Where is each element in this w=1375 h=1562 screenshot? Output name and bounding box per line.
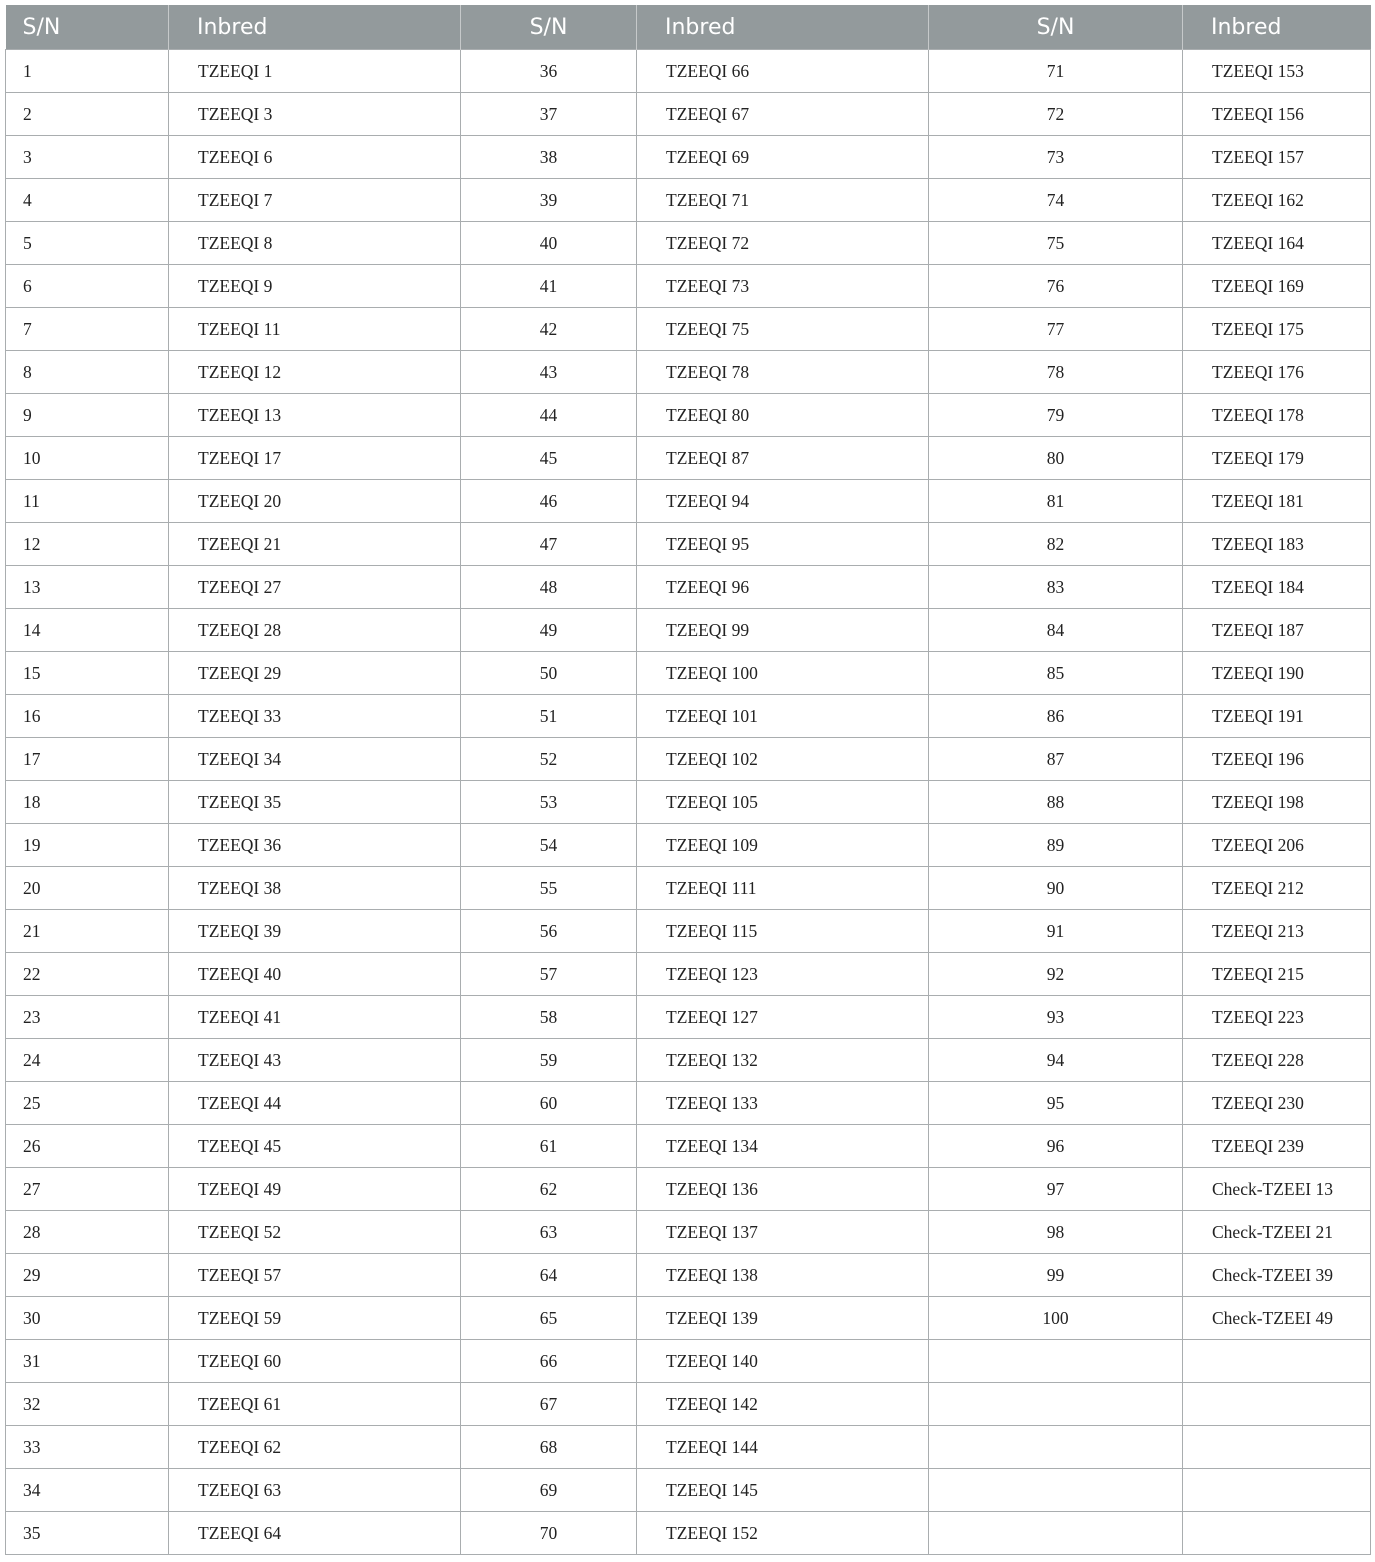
- inbred-cell-2: TZEEQI 94: [637, 480, 929, 523]
- inbred-cell-2: TZEEQI 152: [637, 1512, 929, 1555]
- table-row: [6, 1340, 1371, 1383]
- inbred-cell-1: TZEEQI 11: [169, 308, 461, 351]
- inbred-cell-2: TZEEQI 115: [637, 910, 929, 953]
- sn-cell-2: 49: [461, 609, 637, 652]
- header-inbred-1: Inbred: [169, 5, 461, 50]
- inbred-cell-3: TZEEQI 162: [1183, 179, 1371, 222]
- sn-cell-1: 2: [6, 93, 169, 136]
- inbred-cell-1: TZEEQI 62: [169, 1426, 461, 1469]
- header-inbred-3: Inbred: [1183, 5, 1371, 50]
- inbred-cell-3: TZEEQI 179: [1183, 437, 1371, 480]
- sn-cell-2: 47: [461, 523, 637, 566]
- sn-cell-2: 61: [461, 1125, 637, 1168]
- sn-cell-2: 55: [461, 867, 637, 910]
- table-row: [6, 1039, 1371, 1082]
- table-row: [6, 1512, 1371, 1555]
- inbred-cell-1: TZEEQI 63: [169, 1469, 461, 1512]
- inbred-cell-2: TZEEQI 69: [637, 136, 929, 179]
- header-row: [6, 5, 1371, 50]
- sn-cell-2: 59: [461, 1039, 637, 1082]
- inbred-cell-2: TZEEQI 140: [637, 1340, 929, 1383]
- sn-cell-3: 74: [929, 179, 1183, 222]
- table-row: [6, 222, 1371, 265]
- sn-cell-3: [929, 1469, 1183, 1512]
- sn-cell-1: 24: [6, 1039, 169, 1082]
- table-header: [6, 5, 1371, 50]
- sn-cell-1: 28: [6, 1211, 169, 1254]
- inbred-cell-3: TZEEQI 230: [1183, 1082, 1371, 1125]
- inbred-cell-3: TZEEQI 153: [1183, 50, 1371, 93]
- sn-cell-2: 45: [461, 437, 637, 480]
- inbred-cell-3: TZEEQI 175: [1183, 308, 1371, 351]
- sn-cell-1: 33: [6, 1426, 169, 1469]
- inbred-cell-1: TZEEQI 59: [169, 1297, 461, 1340]
- table-row: [6, 50, 1371, 93]
- header-sn-2: S/N: [461, 5, 637, 50]
- inbred-cell-3: TZEEQI 198: [1183, 781, 1371, 824]
- inbred-cell-2: TZEEQI 72: [637, 222, 929, 265]
- inbred-cell-3: TZEEQI 213: [1183, 910, 1371, 953]
- sn-cell-2: 57: [461, 953, 637, 996]
- inbred-cell-3: TZEEQI 176: [1183, 351, 1371, 394]
- sn-cell-2: 44: [461, 394, 637, 437]
- sn-cell-2: 64: [461, 1254, 637, 1297]
- inbred-cell-2: TZEEQI 75: [637, 308, 929, 351]
- inbred-cell-2: TZEEQI 109: [637, 824, 929, 867]
- sn-cell-2: 40: [461, 222, 637, 265]
- sn-cell-3: 79: [929, 394, 1183, 437]
- table-row: [6, 1254, 1371, 1297]
- inbred-cell-3: TZEEQI 156: [1183, 93, 1371, 136]
- sn-cell-2: 37: [461, 93, 637, 136]
- sn-cell-3: 83: [929, 566, 1183, 609]
- inbred-cell-3: Check-TZEEI 49: [1183, 1297, 1371, 1340]
- sn-cell-1: 15: [6, 652, 169, 695]
- inbred-cell-1: TZEEQI 27: [169, 566, 461, 609]
- sn-cell-1: 8: [6, 351, 169, 394]
- inbred-cell-3: Check-TZEEI 21: [1183, 1211, 1371, 1254]
- inbred-cell-1: TZEEQI 1: [169, 50, 461, 93]
- inbred-cell-1: TZEEQI 61: [169, 1383, 461, 1426]
- inbred-cell-1: TZEEQI 34: [169, 738, 461, 781]
- inbred-cell-1: TZEEQI 38: [169, 867, 461, 910]
- sn-cell-1: 6: [6, 265, 169, 308]
- table-row: [6, 437, 1371, 480]
- table-row: [6, 652, 1371, 695]
- sn-cell-3: 85: [929, 652, 1183, 695]
- table-row: [6, 1211, 1371, 1254]
- sn-cell-1: 10: [6, 437, 169, 480]
- header-inbred-2: Inbred: [637, 5, 929, 50]
- inbred-cell-2: TZEEQI 99: [637, 609, 929, 652]
- sn-cell-2: 53: [461, 781, 637, 824]
- inbred-cell-2: TZEEQI 101: [637, 695, 929, 738]
- sn-cell-3: 90: [929, 867, 1183, 910]
- inbred-cell-1: TZEEQI 43: [169, 1039, 461, 1082]
- header-sn-3: S/N: [929, 5, 1183, 50]
- table-row: [6, 566, 1371, 609]
- inbred-cell-1: TZEEQI 45: [169, 1125, 461, 1168]
- inbred-cell-1: TZEEQI 41: [169, 996, 461, 1039]
- sn-cell-3: 99: [929, 1254, 1183, 1297]
- sn-cell-3: 78: [929, 351, 1183, 394]
- sn-cell-2: 52: [461, 738, 637, 781]
- table-row: [6, 996, 1371, 1039]
- sn-cell-2: 39: [461, 179, 637, 222]
- inbred-cell-1: TZEEQI 21: [169, 523, 461, 566]
- inbred-cell-3: TZEEQI 223: [1183, 996, 1371, 1039]
- inbred-cell-2: TZEEQI 111: [637, 867, 929, 910]
- sn-cell-3: 95: [929, 1082, 1183, 1125]
- sn-cell-2: 69: [461, 1469, 637, 1512]
- inbred-cell-3: TZEEQI 164: [1183, 222, 1371, 265]
- sn-cell-3: [929, 1426, 1183, 1469]
- sn-cell-3: 80: [929, 437, 1183, 480]
- inbred-cell-2: TZEEQI 87: [637, 437, 929, 480]
- sn-cell-1: 30: [6, 1297, 169, 1340]
- sn-cell-2: 42: [461, 308, 637, 351]
- inbred-cell-3: TZEEQI 239: [1183, 1125, 1371, 1168]
- inbred-cell-2: TZEEQI 123: [637, 953, 929, 996]
- sn-cell-2: 50: [461, 652, 637, 695]
- sn-cell-3: 87: [929, 738, 1183, 781]
- table-row: [6, 523, 1371, 566]
- inbred-cell-1: TZEEQI 17: [169, 437, 461, 480]
- table-row: [6, 265, 1371, 308]
- sn-cell-2: 60: [461, 1082, 637, 1125]
- inbred-cell-1: TZEEQI 64: [169, 1512, 461, 1555]
- inbred-cell-3: TZEEQI 206: [1183, 824, 1371, 867]
- inbred-cell-2: TZEEQI 67: [637, 93, 929, 136]
- inbred-cell-2: TZEEQI 71: [637, 179, 929, 222]
- table-row: [6, 695, 1371, 738]
- sn-cell-1: 34: [6, 1469, 169, 1512]
- inbred-cell-1: TZEEQI 8: [169, 222, 461, 265]
- table-row: [6, 136, 1371, 179]
- table-row: [6, 910, 1371, 953]
- inbred-cell-2: TZEEQI 73: [637, 265, 929, 308]
- sn-cell-1: 29: [6, 1254, 169, 1297]
- inbred-cell-3: TZEEQI 181: [1183, 480, 1371, 523]
- inbred-cell-3: Check-TZEEI 39: [1183, 1254, 1371, 1297]
- table-row: [6, 1426, 1371, 1469]
- inbred-cell-3: TZEEQI 196: [1183, 738, 1371, 781]
- sn-cell-1: 11: [6, 480, 169, 523]
- sn-cell-1: 17: [6, 738, 169, 781]
- table-row: [6, 1125, 1371, 1168]
- sn-cell-2: 68: [461, 1426, 637, 1469]
- inbred-table: [5, 5, 1371, 1555]
- inbred-cell-2: TZEEQI 137: [637, 1211, 929, 1254]
- sn-cell-1: 19: [6, 824, 169, 867]
- inbred-cell-3: TZEEQI 228: [1183, 1039, 1371, 1082]
- inbred-cell-3: [1183, 1469, 1371, 1512]
- table-row: [6, 1297, 1371, 1340]
- inbred-cell-2: TZEEQI 127: [637, 996, 929, 1039]
- table-row: [6, 953, 1371, 996]
- inbred-cell-2: TZEEQI 144: [637, 1426, 929, 1469]
- inbred-cell-3: TZEEQI 215: [1183, 953, 1371, 996]
- sn-cell-3: 77: [929, 308, 1183, 351]
- inbred-cell-1: TZEEQI 7: [169, 179, 461, 222]
- sn-cell-2: 65: [461, 1297, 637, 1340]
- inbred-cell-1: TZEEQI 40: [169, 953, 461, 996]
- inbred-cell-1: TZEEQI 52: [169, 1211, 461, 1254]
- sn-cell-3: 75: [929, 222, 1183, 265]
- table-row: [6, 824, 1371, 867]
- inbred-cell-3: TZEEQI 157: [1183, 136, 1371, 179]
- inbred-cell-3: TZEEQI 178: [1183, 394, 1371, 437]
- sn-cell-1: 4: [6, 179, 169, 222]
- inbred-cell-1: TZEEQI 35: [169, 781, 461, 824]
- sn-cell-2: 43: [461, 351, 637, 394]
- inbred-cell-3: TZEEQI 191: [1183, 695, 1371, 738]
- sn-cell-2: 46: [461, 480, 637, 523]
- sn-cell-3: 86: [929, 695, 1183, 738]
- inbred-cell-1: TZEEQI 6: [169, 136, 461, 179]
- inbred-cell-1: TZEEQI 20: [169, 480, 461, 523]
- sn-cell-2: 56: [461, 910, 637, 953]
- inbred-cell-2: TZEEQI 102: [637, 738, 929, 781]
- table-row: [6, 609, 1371, 652]
- inbred-cell-1: TZEEQI 12: [169, 351, 461, 394]
- sn-cell-3: [929, 1340, 1183, 1383]
- inbred-cell-2: TZEEQI 105: [637, 781, 929, 824]
- inbred-cell-3: [1183, 1383, 1371, 1426]
- inbred-cell-2: TZEEQI 78: [637, 351, 929, 394]
- table-row: [6, 867, 1371, 910]
- inbred-cell-1: TZEEQI 3: [169, 93, 461, 136]
- inbred-cell-1: TZEEQI 60: [169, 1340, 461, 1383]
- sn-cell-3: 84: [929, 609, 1183, 652]
- inbred-cell-2: TZEEQI 66: [637, 50, 929, 93]
- inbred-cell-1: TZEEQI 49: [169, 1168, 461, 1211]
- inbred-cell-3: TZEEQI 190: [1183, 652, 1371, 695]
- sn-cell-2: 70: [461, 1512, 637, 1555]
- sn-cell-1: 9: [6, 394, 169, 437]
- sn-cell-1: 7: [6, 308, 169, 351]
- inbred-cell-2: TZEEQI 136: [637, 1168, 929, 1211]
- inbred-cell-3: [1183, 1426, 1371, 1469]
- sn-cell-1: 12: [6, 523, 169, 566]
- inbred-cell-1: TZEEQI 28: [169, 609, 461, 652]
- inbred-cell-2: TZEEQI 142: [637, 1383, 929, 1426]
- inbred-cell-2: TZEEQI 96: [637, 566, 929, 609]
- table-row: [6, 93, 1371, 136]
- inbred-cell-1: TZEEQI 36: [169, 824, 461, 867]
- inbred-cell-3: TZEEQI 212: [1183, 867, 1371, 910]
- inbred-cell-1: TZEEQI 13: [169, 394, 461, 437]
- sn-cell-3: [929, 1383, 1183, 1426]
- table-row: [6, 308, 1371, 351]
- sn-cell-2: 41: [461, 265, 637, 308]
- sn-cell-3: 97: [929, 1168, 1183, 1211]
- inbred-cell-2: TZEEQI 80: [637, 394, 929, 437]
- sn-cell-2: 51: [461, 695, 637, 738]
- sn-cell-1: 13: [6, 566, 169, 609]
- sn-cell-3: 100: [929, 1297, 1183, 1340]
- inbred-cell-2: TZEEQI 145: [637, 1469, 929, 1512]
- sn-cell-3: 94: [929, 1039, 1183, 1082]
- sn-cell-1: 32: [6, 1383, 169, 1426]
- sn-cell-3: 96: [929, 1125, 1183, 1168]
- inbred-cell-2: TZEEQI 100: [637, 652, 929, 695]
- sn-cell-3: 81: [929, 480, 1183, 523]
- sn-cell-1: 27: [6, 1168, 169, 1211]
- sn-cell-3: 76: [929, 265, 1183, 308]
- inbred-cell-1: TZEEQI 39: [169, 910, 461, 953]
- sn-cell-3: 93: [929, 996, 1183, 1039]
- sn-cell-3: 73: [929, 136, 1183, 179]
- sn-cell-2: 36: [461, 50, 637, 93]
- table-row: [6, 1383, 1371, 1426]
- sn-cell-3: 92: [929, 953, 1183, 996]
- table-row: [6, 179, 1371, 222]
- sn-cell-1: 26: [6, 1125, 169, 1168]
- inbred-cell-2: TZEEQI 133: [637, 1082, 929, 1125]
- sn-cell-3: 71: [929, 50, 1183, 93]
- table-row: [6, 480, 1371, 523]
- inbred-cell-2: TZEEQI 134: [637, 1125, 929, 1168]
- sn-cell-3: 98: [929, 1211, 1183, 1254]
- table-row: [6, 781, 1371, 824]
- sn-cell-2: 38: [461, 136, 637, 179]
- table-row: [6, 1469, 1371, 1512]
- inbred-cell-3: TZEEQI 187: [1183, 609, 1371, 652]
- sn-cell-1: 25: [6, 1082, 169, 1125]
- inbred-cell-1: TZEEQI 33: [169, 695, 461, 738]
- table-row: [6, 738, 1371, 781]
- sn-cell-3: [929, 1512, 1183, 1555]
- sn-cell-1: 1: [6, 50, 169, 93]
- sn-cell-1: 31: [6, 1340, 169, 1383]
- inbred-cell-2: TZEEQI 139: [637, 1297, 929, 1340]
- sn-cell-1: 21: [6, 910, 169, 953]
- inbred-cell-2: TZEEQI 138: [637, 1254, 929, 1297]
- inbred-cell-3: [1183, 1340, 1371, 1383]
- sn-cell-1: 16: [6, 695, 169, 738]
- sn-cell-2: 58: [461, 996, 637, 1039]
- sn-cell-3: 89: [929, 824, 1183, 867]
- table-body: [6, 50, 1371, 1555]
- inbred-cell-2: TZEEQI 132: [637, 1039, 929, 1082]
- inbred-cell-2: TZEEQI 95: [637, 523, 929, 566]
- sn-cell-2: 54: [461, 824, 637, 867]
- sn-cell-1: 20: [6, 867, 169, 910]
- table-row: [6, 351, 1371, 394]
- sn-cell-2: 67: [461, 1383, 637, 1426]
- table-row: [6, 1082, 1371, 1125]
- sn-cell-2: 62: [461, 1168, 637, 1211]
- sn-cell-1: 5: [6, 222, 169, 265]
- inbred-cell-1: TZEEQI 44: [169, 1082, 461, 1125]
- sn-cell-2: 48: [461, 566, 637, 609]
- inbred-cell-1: TZEEQI 29: [169, 652, 461, 695]
- inbred-cell-1: TZEEQI 57: [169, 1254, 461, 1297]
- sn-cell-1: 3: [6, 136, 169, 179]
- sn-cell-1: 22: [6, 953, 169, 996]
- sn-cell-3: 82: [929, 523, 1183, 566]
- sn-cell-3: 88: [929, 781, 1183, 824]
- table-row: [6, 1168, 1371, 1211]
- inbred-cell-1: TZEEQI 9: [169, 265, 461, 308]
- sn-cell-1: 18: [6, 781, 169, 824]
- sn-cell-1: 23: [6, 996, 169, 1039]
- sn-cell-1: 35: [6, 1512, 169, 1555]
- sn-cell-2: 63: [461, 1211, 637, 1254]
- header-sn-1: S/N: [6, 5, 169, 50]
- inbred-cell-3: Check-TZEEI 13: [1183, 1168, 1371, 1211]
- sn-cell-3: 91: [929, 910, 1183, 953]
- inbred-cell-3: TZEEQI 169: [1183, 265, 1371, 308]
- sn-cell-3: 72: [929, 93, 1183, 136]
- inbred-cell-3: TZEEQI 183: [1183, 523, 1371, 566]
- table-row: [6, 394, 1371, 437]
- sn-cell-1: 14: [6, 609, 169, 652]
- inbred-cell-3: TZEEQI 184: [1183, 566, 1371, 609]
- inbred-cell-3: [1183, 1512, 1371, 1555]
- sn-cell-2: 66: [461, 1340, 637, 1383]
